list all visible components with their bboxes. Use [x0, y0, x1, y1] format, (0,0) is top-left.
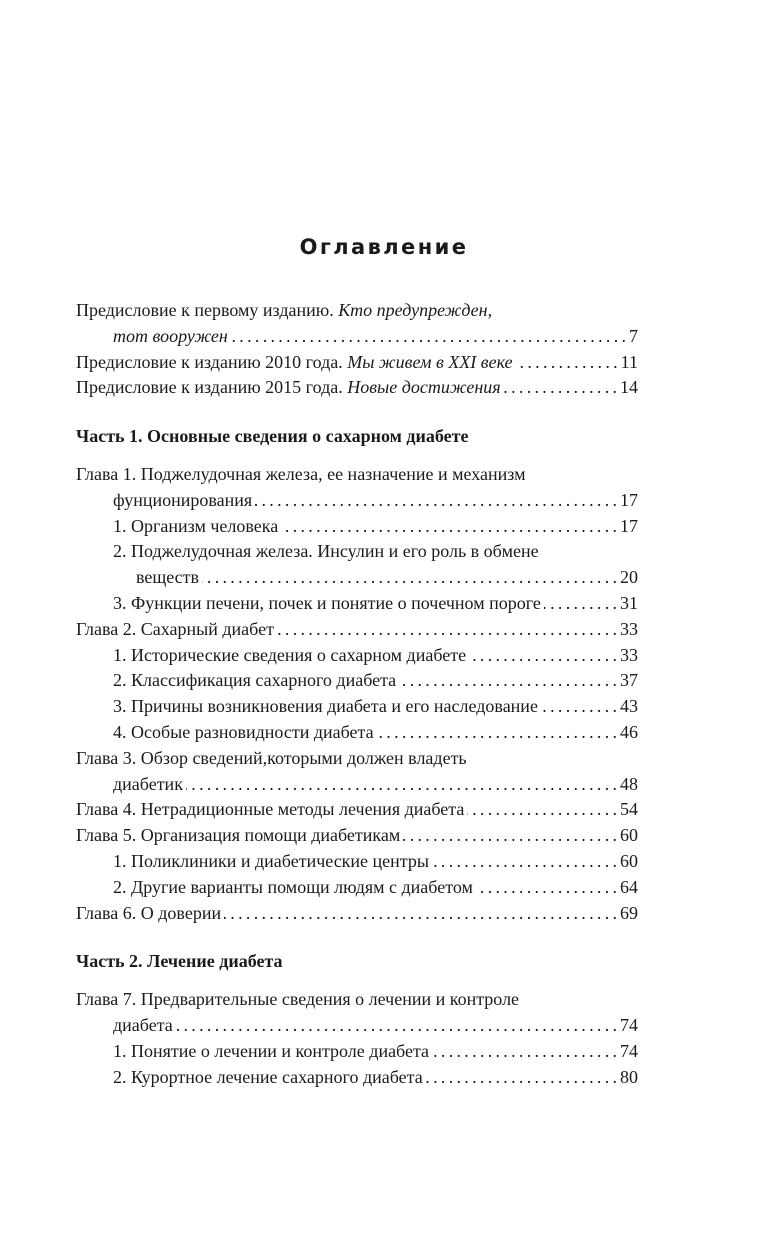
entry-text: [76, 746, 467, 772]
entry-text: [76, 823, 400, 849]
dot-leader: [476, 875, 617, 901]
entry-text: [76, 462, 526, 488]
toc-entry[interactable]: [76, 987, 638, 1013]
dot-leader: [467, 797, 617, 823]
toc-entry[interactable]: [76, 694, 638, 720]
page-number: 7: [629, 325, 638, 346]
page-number: 17: [620, 489, 638, 510]
entry-title: Глава 4. Нетрадиционные методы лечения диабета: [76, 799, 465, 820]
entry-title: Глава 7. Предварительные сведения о лечении и контроле: [76, 989, 520, 1010]
dot-leader: [186, 772, 617, 798]
toc-entry[interactable]: [76, 462, 638, 488]
page-number: 69: [620, 902, 638, 923]
page-number: 31: [620, 592, 638, 613]
table-of-contents: [76, 298, 638, 1090]
entry-text: [113, 720, 374, 746]
toc-entry[interactable]: [76, 565, 638, 591]
dot-leader: [399, 668, 617, 694]
entry-title: фунционирования: [113, 489, 253, 510]
entry-text: [113, 772, 183, 798]
page-number: 14: [620, 377, 638, 398]
page-number: 33: [620, 644, 638, 665]
dot-leader: [224, 901, 617, 927]
entry-title: Глава 6. О доверии: [76, 902, 222, 923]
toc-entry[interactable]: [76, 375, 638, 401]
entry-text: [113, 849, 429, 875]
toc-entry[interactable]: [76, 1013, 638, 1039]
entry-text: [76, 298, 492, 324]
toc-entry[interactable]: [76, 797, 638, 823]
page-number: 60: [620, 850, 638, 871]
entry-title: Предисловие к изданию 2015 года.: [76, 377, 348, 398]
dot-leader: [377, 720, 617, 746]
toc-entry[interactable]: [76, 1065, 638, 1091]
entry-text: [76, 375, 501, 401]
entry-title: 4. Особые разновидности диабета: [113, 721, 374, 742]
entry-text: [76, 797, 464, 823]
toc-entry[interactable]: [76, 617, 638, 643]
entry-subtitle: Новые достижения: [347, 377, 501, 398]
toc-entry[interactable]: [76, 1039, 638, 1065]
entry-text: [113, 488, 252, 514]
entry-title: 1. Исторические сведения о сахарном диабете: [113, 644, 467, 665]
entry-text: [113, 514, 278, 540]
toc-entry[interactable]: [76, 849, 638, 875]
page-number: 46: [620, 721, 638, 742]
entry-title: 3. Причины возникновения диабета и его наследование: [113, 696, 538, 717]
page-title: Оглавление: [299, 235, 469, 259]
page-number: 48: [620, 773, 638, 794]
entry-title: 2. Курортное лечение сахарного диабета: [113, 1066, 423, 1087]
toc-entry[interactable]: [76, 539, 638, 565]
entry-text: [113, 591, 541, 617]
page-number: 54: [620, 799, 638, 820]
page-number: 20: [620, 567, 638, 588]
toc-entry[interactable]: [76, 324, 638, 350]
entry-title: диабета: [113, 1014, 173, 1035]
page-number: 43: [620, 696, 638, 717]
dot-leader: [426, 1065, 617, 1091]
dot-leader: [544, 591, 617, 617]
entry-title: 1. Поликлиники и диабетические центры: [113, 850, 429, 871]
page-number: 33: [620, 618, 638, 639]
entry-subtitle: Кто предупрежден,: [338, 300, 493, 320]
page-number: 11: [620, 351, 638, 372]
entry-title: 2. Поджелудочная железа. Инсулин и его роль в обмене: [113, 541, 539, 562]
entry-text: [113, 1013, 173, 1039]
dot-leader: [176, 1013, 617, 1039]
entry-text: [113, 1065, 423, 1091]
entry-text: [113, 1039, 429, 1065]
entry-title: Глава 1. Поджелудочная железа, ее назначение и механизм: [76, 463, 526, 484]
page-number: 60: [620, 825, 638, 846]
toc-entry[interactable]: [76, 875, 638, 901]
dot-leader: [403, 823, 617, 849]
dot-leader: [432, 1039, 617, 1065]
toc-entry[interactable]: [76, 514, 638, 540]
entry-text: [113, 324, 228, 350]
dot-leader: [281, 514, 617, 540]
page-number: 74: [620, 1040, 638, 1061]
entry-text: [113, 694, 538, 720]
page-number: 64: [620, 876, 638, 897]
entry-title: 2. Классификация сахарного диабета: [113, 670, 397, 691]
entry-title: 1. Понятие о лечении и контроле диабета: [113, 1040, 430, 1061]
toc-entry[interactable]: [76, 298, 638, 324]
page-number: 74: [620, 1014, 638, 1035]
toc-entry[interactable]: [76, 746, 638, 772]
toc-entry[interactable]: [76, 772, 638, 798]
entry-title: 1. Организм человека: [113, 515, 279, 536]
entry-text: [113, 875, 473, 901]
entry-text: [113, 539, 539, 565]
entry-title: диабетик: [113, 773, 183, 794]
toc-entry[interactable]: [76, 643, 638, 669]
entry-text: [136, 565, 199, 591]
entry-text: [113, 643, 466, 669]
entry-title: Глава 5. Организация помощи диабетикам: [76, 825, 401, 846]
toc-entry[interactable]: [76, 350, 638, 376]
dot-leader: [516, 350, 618, 376]
entry-title: Предисловие к изданию 2010 года.: [76, 351, 348, 372]
entry-text: [113, 668, 396, 694]
entry-subtitle: Мы живем в XXI веке: [347, 351, 513, 372]
dot-leader: [432, 849, 617, 875]
entry-text: [76, 350, 513, 376]
entry-title: Глава 2. Сахарный диабет: [76, 618, 274, 639]
entry-title: Глава 3. Обзор сведений,которыми должен владеть: [76, 747, 467, 768]
toc-entry[interactable]: [76, 901, 638, 927]
part-heading: Часть 1. Основные сведения о сахарном диабете: [76, 426, 469, 447]
entry-subtitle: тот вооружен: [113, 325, 228, 346]
toc-entry[interactable]: [76, 488, 638, 514]
entry-text: [76, 901, 221, 927]
dot-leader: [469, 643, 617, 669]
entry-title: 3. Функции печени, почек и понятие о почечном пороге: [113, 592, 541, 613]
dot-leader: [277, 617, 617, 643]
entry-title: 2. Другие варианты помощи людям с диабетом: [113, 876, 473, 897]
toc-entry[interactable]: [76, 591, 638, 617]
toc-entry[interactable]: [76, 823, 638, 849]
dot-leader: [255, 488, 617, 514]
toc-entry[interactable]: [76, 668, 638, 694]
dot-leader: [231, 324, 626, 350]
page-number: 17: [620, 515, 638, 536]
page-number: 80: [620, 1066, 638, 1087]
dot-leader: [504, 375, 617, 401]
entry-title: веществ: [136, 567, 200, 588]
dot-leader: [541, 694, 617, 720]
entry-text: [76, 617, 274, 643]
entry-title: Предисловие к первому изданию.: [76, 300, 339, 320]
entry-text: [76, 987, 519, 1013]
page-number: 37: [620, 670, 638, 691]
toc-entry[interactable]: [76, 720, 638, 746]
part-heading: Часть 2. Лечение диабета: [76, 951, 283, 972]
dot-leader: [202, 565, 617, 591]
